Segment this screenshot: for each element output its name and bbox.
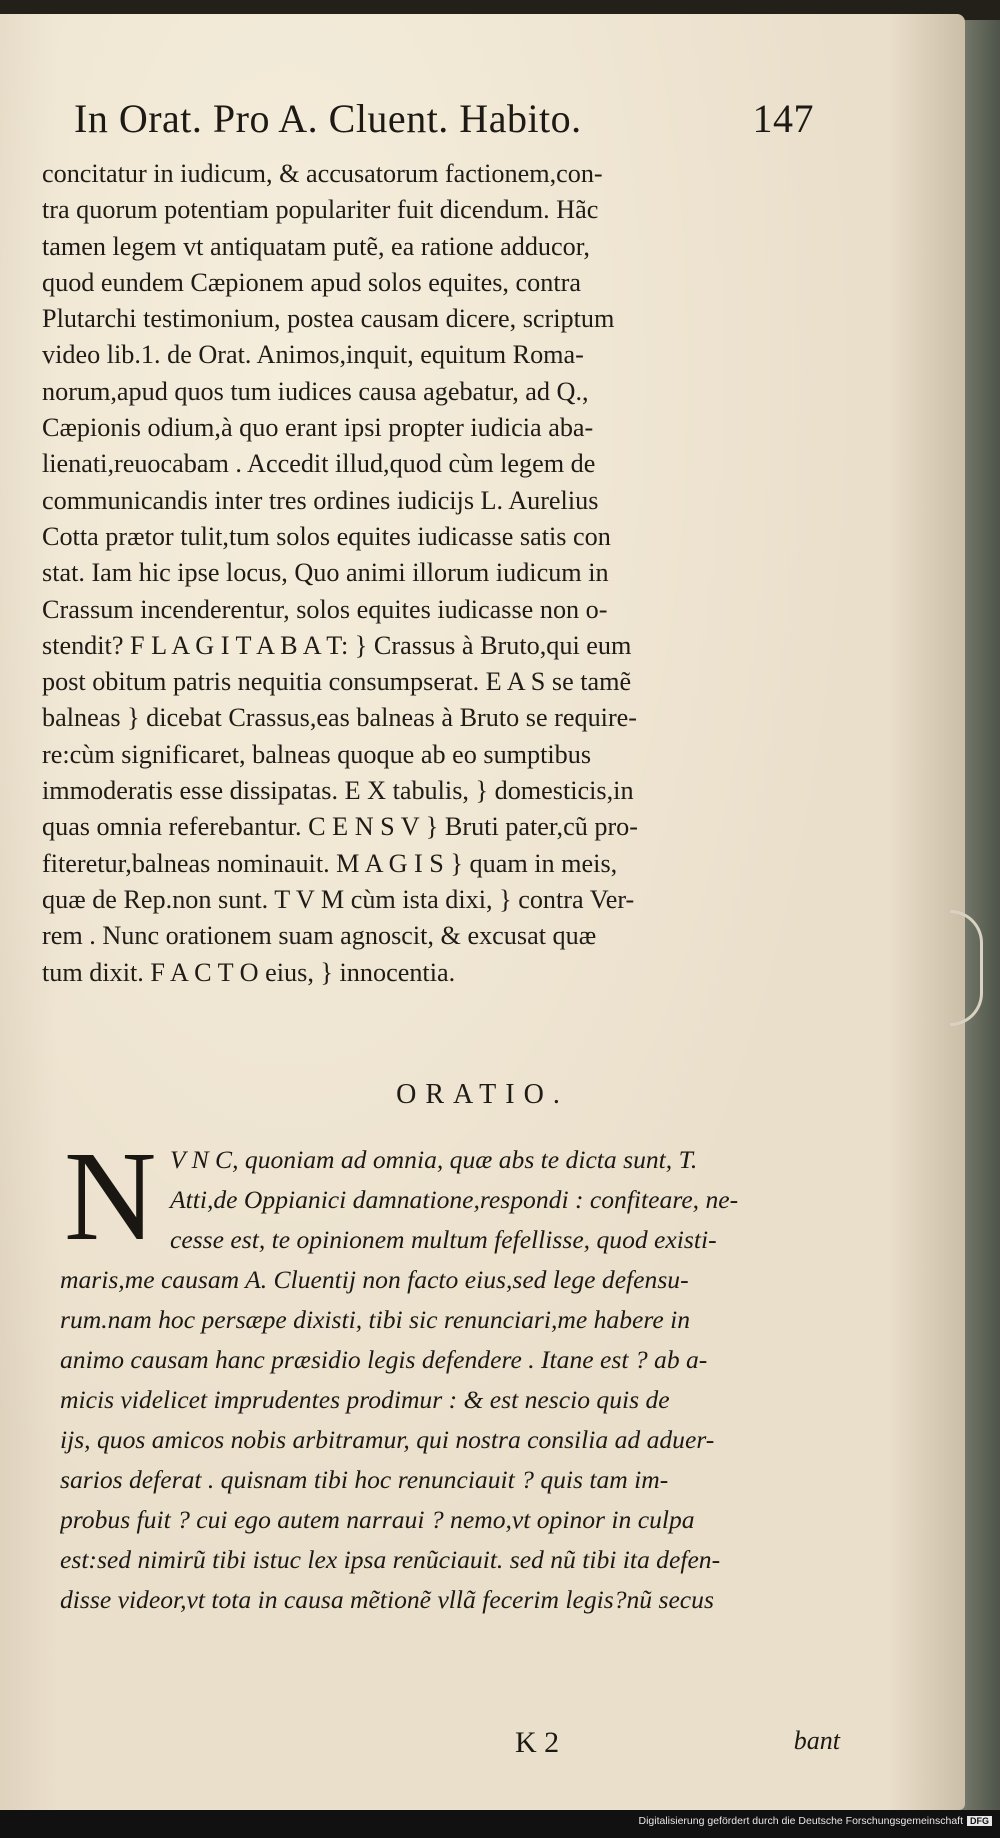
- text-line: concitatur in iudicum, & accusatorum factionem,con-: [42, 159, 603, 188]
- text-line: Cæpionis odium,à quo erant ipsi propter iudicia aba-: [42, 413, 594, 443]
- text-line: sarios deferat . quisnam tibi hoc renunciauit ? quis tam im-: [60, 1465, 669, 1494]
- text-line: rem . Nunc orationem suam agnoscit, & excusat quæ: [42, 921, 597, 951]
- section-title: ORATIO.: [396, 1079, 569, 1110]
- text-line: Atti,de Oppianici damnatione,respondi : confiteare, ne-: [170, 1185, 739, 1214]
- text-line: post obitum patris nequitia consumpserat. E A S se tamẽ: [42, 667, 632, 697]
- page-curl: [950, 910, 983, 1026]
- page-number: 147: [752, 96, 814, 141]
- digitization-credit: [638, 1815, 992, 1827]
- text-line: communicandis inter tres ordines iudicijs L. Aurelius: [42, 485, 599, 515]
- text-line: quas omnia referebantur. C E N S V } Bruti pater,cũ pro-: [42, 812, 638, 842]
- text-line: micis videlicet imprudentes prodimur : & est nescio quis de: [60, 1385, 670, 1414]
- catchword: bant: [793, 1726, 840, 1755]
- text-line: cesse est, te opinionem multum fefellisse, quod existi-: [170, 1225, 717, 1254]
- text-line: animo causam hanc præsidio legis defendere . Itane est ? ab a-: [60, 1345, 708, 1374]
- drop-cap: N: [64, 1125, 157, 1267]
- text-line: Plutarchi testimonium, postea causam dicere, scriptum: [42, 304, 615, 334]
- dfg-logo: DFG: [967, 1816, 992, 1826]
- running-head: [74, 84, 814, 142]
- text-line: tra quorum potentiam populariter fuit dicendum. Hãc: [42, 195, 599, 225]
- text-line: tamen legem vt antiquatam putẽ, ea ratione adducor,: [42, 231, 590, 261]
- signature-mark: K 2: [515, 1726, 560, 1759]
- text-line: balneas } dicebat Crassus,eas balneas à Bruto se require-: [42, 703, 638, 733]
- text-line: Crassum incenderentur, solos equites iudicasse non o-: [42, 594, 608, 624]
- text-line: immoderatis esse dissipatas. E X tabulis, } domesticis,in: [42, 776, 634, 806]
- text-line: quæ de Rep.non sunt. T V M cùm ista dixi, } contra Ver-: [42, 884, 635, 914]
- text-line: norum,apud quos tum iudices causa agebatur, ad Q.,: [42, 376, 589, 406]
- text-line: stat. Iam hic ipse locus, Quo animi illorum iudicum in: [42, 558, 609, 588]
- signature-line: [60, 1726, 850, 1770]
- text-line: tum dixit. F A C T O eius, } innocentia.: [42, 957, 456, 987]
- text-line: quod eundem Cæpionem apud solos equites, contra: [42, 267, 581, 297]
- text-line: lienati,reuocabam . Accedit illud,quod cùm legem de: [42, 449, 596, 479]
- text-line: Cotta prætor tulit,tum solos equites iudicasse satis con: [42, 521, 611, 551]
- oration-text: [60, 1140, 850, 1620]
- text-line: probus fuit ? cui ego autem narraui ? nemo,vt opinor in culpa: [60, 1505, 695, 1534]
- running-head-title: In Orat. Pro A. Cluent. Habito.: [74, 96, 582, 141]
- text-line: stendit? F L A G I T A B A T: } Crassus à Bruto,qui eum: [42, 630, 632, 660]
- commentary-text: [42, 156, 842, 991]
- book-page: [0, 14, 965, 1810]
- text-line: ijs, quos amicos nobis arbitramur, qui nostra consilia ad aduer-: [60, 1425, 715, 1454]
- text-line: maris,me causam A. Cluentij non facto eius,sed lege defensu-: [60, 1265, 689, 1294]
- text-line: est:sed nimirũ tibi istuc lex ipsa renũciauit. sed nũ tibi ita defen-: [60, 1545, 721, 1574]
- text-line: video lib.1. de Orat. Animos,inquit, equitum Roma-: [42, 340, 584, 370]
- text-line: re:cùm significaret, balneas quoque ab eo sumptibus: [42, 739, 592, 769]
- text-line: rum.nam hoc persæpe dixisti, tibi sic renunciari,me habere in: [60, 1305, 691, 1334]
- text-line: disse videor,vt tota in causa mẽtionẽ vllã fecerim legis?nũ secus: [60, 1585, 714, 1614]
- text-line: V N C, quoniam ad omnia, quæ abs te dicta sunt, T.: [170, 1145, 698, 1174]
- credit-text: Digitalisierung gefördert durch die Deutsche Forschungsgemeinschaft: [638, 1815, 963, 1827]
- text-line: fiteretur,balneas nominauit. M A G I S } quam in meis,: [42, 848, 618, 878]
